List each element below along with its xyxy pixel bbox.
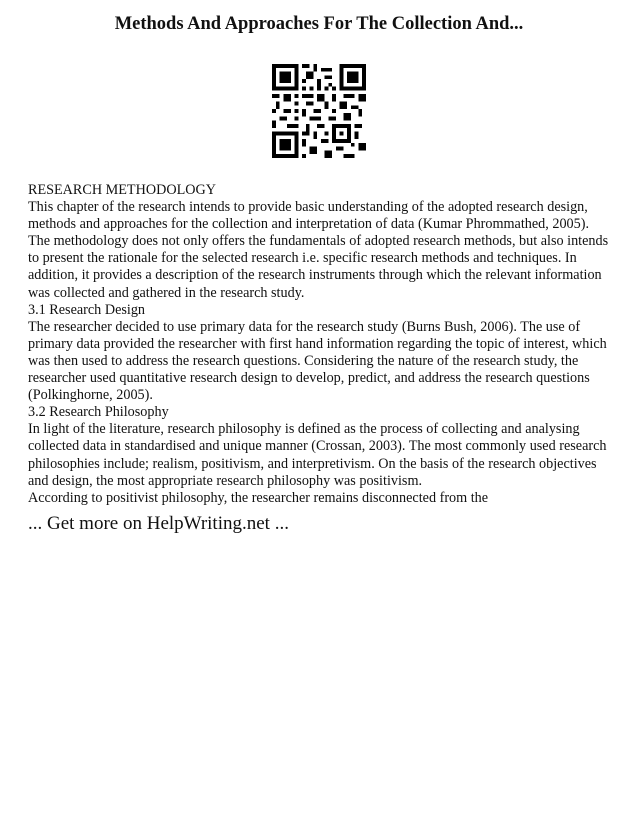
research-philosophy-paragraph: In light of the literature, research philosophy is defined as the process of collecting and analysing collected data in standardised and unique manner (Crossan, 2003). The most commonly used research philosophies include; realism, positivism, and interpretivism. On the basis of the research objectives and design, the most appropriate research philosophy was positivism. <box>28 421 607 489</box>
document-body <box>28 182 614 507</box>
subsection-heading-research-design: 3.1 Research Design <box>28 301 146 318</box>
document-title: Methods And Approaches For The Collection And... <box>114 14 524 34</box>
qr-code-icon <box>272 64 366 158</box>
research-design-paragraph: The researcher decided to use primary data for the research study (Burns Bush, 2006). The use of primary data provided the researcher with first hand information regarding the topic of interest, which was then used to address the research questions. Considering the nature of the research study, the researcher used quantitative research design to develop, predict, and address the research questions (Polkinghorne, 2005). <box>28 318 607 404</box>
intro-paragraph: This chapter of the research intends to provide basic understanding of the adopted research design, methods and approaches for the collection and interpretation of data (Kumar Phrommathed, 2005). The methodology does not only offers the fundamentals of adopted research methods, but also intends to present the rationale for the selected research i.e. specific research methods and techniques. In addition, it provides a description of the research instruments through which the relevant information was collected and gathered in the research study. <box>28 199 609 301</box>
section-heading: RESEARCH METHODOLOGY <box>28 182 216 198</box>
closing-line: According to positivist philosophy, the researcher remains disconnected from the <box>28 489 489 506</box>
get-more-link[interactable]: ... Get more on HelpWriting.net ... <box>28 513 289 534</box>
subsection-heading-research-philosophy: 3.2 Research Philosophy <box>28 404 169 421</box>
